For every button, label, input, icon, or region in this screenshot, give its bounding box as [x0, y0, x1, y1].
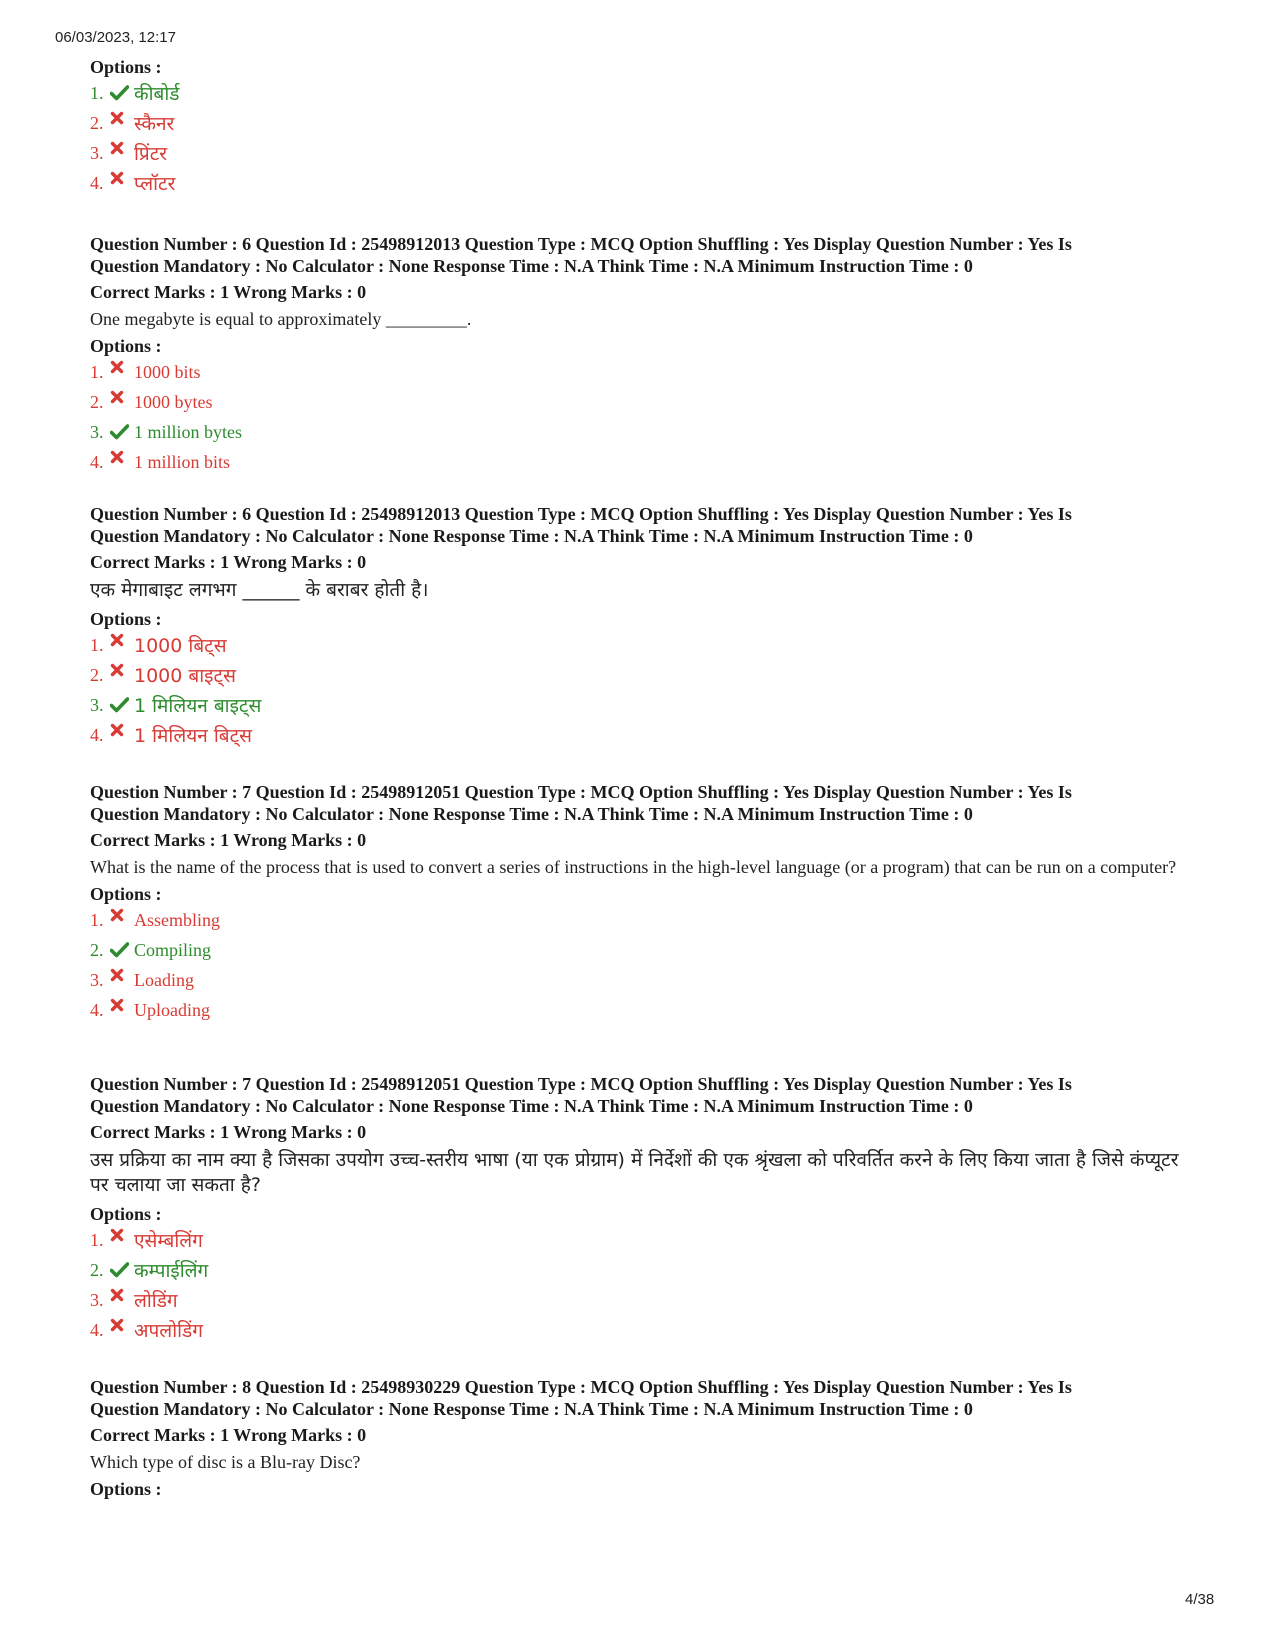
options-label: Options : — [90, 57, 162, 77]
option-row — [90, 357, 1200, 387]
option-number: 3. — [90, 1289, 104, 1310]
print-timestamp: 06/03/2023, 12:17 — [55, 29, 176, 46]
marks-line: Correct Marks : 1 Wrong Marks : 0 — [90, 282, 367, 302]
question-block — [90, 1376, 1200, 1500]
option-text: 1 मिलियन बिट्स — [134, 725, 253, 747]
option-number: 2. — [90, 939, 104, 960]
option-row — [90, 417, 1200, 447]
option-text: प्रिंटर — [134, 143, 168, 165]
option-row — [90, 935, 1200, 965]
option-number: 4. — [90, 451, 104, 472]
options-label: Options : — [90, 884, 162, 904]
option-text: लोडिंग — [134, 1290, 178, 1312]
cross-icon — [110, 1008, 132, 1012]
option-row — [90, 447, 1200, 477]
cross-icon — [110, 1328, 132, 1332]
cross-icon — [110, 370, 132, 374]
option-number: 4. — [90, 724, 104, 745]
option-row — [90, 720, 1200, 750]
question-meta-line: Question Number : 7 Question Id : 25498912051 Question Type : MCQ Option Shuffling : Yes Display Question Number : Yes Is — [90, 782, 1072, 802]
options-label: Options : — [90, 336, 162, 356]
option-number: 3. — [90, 694, 104, 715]
cross-icon — [110, 121, 132, 125]
cross-icon — [110, 151, 132, 155]
option-row — [90, 387, 1200, 417]
option-text: कीबोर्ड — [134, 83, 180, 105]
option-number: 1. — [90, 634, 104, 655]
option-row — [90, 1315, 1200, 1345]
option-text: Compiling — [134, 939, 212, 960]
question-meta-line: Question Number : 8 Question Id : 25498930229 Question Type : MCQ Option Shuffling : Yes Display Question Number : Yes Is — [90, 1377, 1072, 1397]
question-block — [90, 233, 1200, 477]
option-row — [90, 1285, 1200, 1315]
option-text: एसेम्बलिंग — [134, 1230, 203, 1252]
option-text: Loading — [134, 969, 194, 990]
option-text: 1 million bytes — [134, 421, 242, 442]
check-icon — [110, 424, 132, 440]
question-text: One megabyte is equal to approximately _________. — [90, 309, 472, 329]
option-number: 4. — [90, 172, 104, 193]
question-text: What is the name of the process that is used to convert a series of instructions in the high-level language (or a program) that can be run on a computer? — [90, 857, 1177, 877]
options-block-top — [90, 56, 1200, 198]
option-row — [90, 138, 1200, 168]
question-meta-line: Question Mandatory : No Calculator : None Response Time : N.A Think Time : N.A Minimum Instruction Time : 0 — [90, 804, 973, 824]
question-meta-line: Question Mandatory : No Calculator : None Response Time : N.A Think Time : N.A Minimum Instruction Time : 0 — [90, 526, 973, 546]
cross-icon — [110, 673, 132, 677]
option-row — [90, 995, 1200, 1025]
option-row — [90, 1255, 1200, 1285]
option-number: 1. — [90, 909, 104, 930]
option-number: 2. — [90, 391, 104, 412]
marks-line: Correct Marks : 1 Wrong Marks : 0 — [90, 1425, 367, 1445]
cross-icon — [110, 460, 132, 464]
option-text: 1 million bits — [134, 451, 231, 472]
option-number: 3. — [90, 969, 104, 990]
option-number: 3. — [90, 142, 104, 163]
option-number: 1. — [90, 361, 104, 382]
question-text: एक मेगाबाइट लगभग ______ के बराबर होती है। — [90, 579, 429, 601]
option-row — [90, 108, 1200, 138]
check-icon — [110, 85, 132, 101]
cross-icon — [110, 643, 132, 647]
page-number: 4/38 — [1185, 1591, 1215, 1608]
option-row — [90, 1225, 1200, 1255]
option-text: अपलोडिंग — [134, 1320, 203, 1342]
option-text: स्कैनर — [134, 113, 175, 135]
option-text: 1000 बिट्स — [134, 635, 227, 657]
question-block — [90, 781, 1200, 1025]
options-label: Options : — [90, 1479, 162, 1499]
question-block — [90, 503, 1200, 750]
option-number: 2. — [90, 664, 104, 685]
check-icon — [110, 942, 132, 958]
cross-icon — [110, 400, 132, 404]
check-icon — [110, 1262, 132, 1278]
option-number: 2. — [90, 112, 104, 133]
cross-icon — [110, 1298, 132, 1302]
option-text: 1000 bytes — [134, 391, 213, 412]
option-number: 4. — [90, 999, 104, 1020]
question-meta-line: Question Mandatory : No Calculator : None Response Time : N.A Think Time : N.A Minimum Instruction Time : 0 — [90, 256, 973, 276]
option-row — [90, 905, 1200, 935]
question-meta-line: Question Number : 6 Question Id : 25498912013 Question Type : MCQ Option Shuffling : Yes Display Question Number : Yes Is — [90, 504, 1072, 524]
question-meta-line: Question Mandatory : No Calculator : None Response Time : N.A Think Time : N.A Minimum Instruction Time : 0 — [90, 1399, 973, 1419]
question-text: Which type of disc is a Blu-ray Disc? — [90, 1452, 361, 1472]
marks-line: Correct Marks : 1 Wrong Marks : 0 — [90, 1122, 367, 1142]
option-number: 1. — [90, 82, 104, 103]
option-number: 2. — [90, 1259, 104, 1280]
check-icon — [110, 697, 132, 713]
options-label: Options : — [90, 1204, 162, 1224]
cross-icon — [110, 1238, 132, 1242]
question-text: उस प्रक्रिया का नाम क्या है जिसका उपयोग उच्च-स्तरीय भाषा (या एक प्रोग्राम) में निर्देशों की एक श्रृंखला को परिवर्तित करने के लिए किया जाता है जिसे कंप्यूटर पर चलाया जा सकता है? — [90, 1149, 1179, 1196]
option-text: प्लॉटर — [134, 173, 176, 195]
option-text: Uploading — [134, 999, 210, 1020]
cross-icon — [110, 733, 132, 737]
marks-line: Correct Marks : 1 Wrong Marks : 0 — [90, 830, 367, 850]
option-text: Assembling — [134, 909, 221, 930]
cross-icon — [110, 978, 132, 982]
option-number: 3. — [90, 421, 104, 442]
option-row — [90, 965, 1200, 995]
option-row — [90, 168, 1200, 198]
question-meta-line: Question Number : 7 Question Id : 25498912051 Question Type : MCQ Option Shuffling : Yes Display Question Number : Yes Is — [90, 1074, 1072, 1094]
option-row — [90, 630, 1200, 660]
option-text: 1 मिलियन बाइट्स — [134, 695, 262, 717]
option-text: 1000 bits — [134, 361, 201, 382]
options-label: Options : — [90, 609, 162, 629]
cross-icon — [110, 181, 132, 185]
question-meta-line: Question Mandatory : No Calculator : None Response Time : N.A Think Time : N.A Minimum Instruction Time : 0 — [90, 1096, 973, 1116]
option-number: 1. — [90, 1229, 104, 1250]
option-row — [90, 78, 1200, 108]
marks-line: Correct Marks : 1 Wrong Marks : 0 — [90, 552, 367, 572]
question-meta-line: Question Number : 6 Question Id : 25498912013 Question Type : MCQ Option Shuffling : Yes Display Question Number : Yes Is — [90, 234, 1072, 254]
option-row — [90, 690, 1200, 720]
option-text: कम्पाईलिंग — [134, 1260, 209, 1282]
option-row — [90, 660, 1200, 690]
option-number: 4. — [90, 1319, 104, 1340]
cross-icon — [110, 918, 132, 922]
option-text: 1000 बाइट्स — [134, 665, 236, 687]
question-block — [90, 1073, 1200, 1345]
